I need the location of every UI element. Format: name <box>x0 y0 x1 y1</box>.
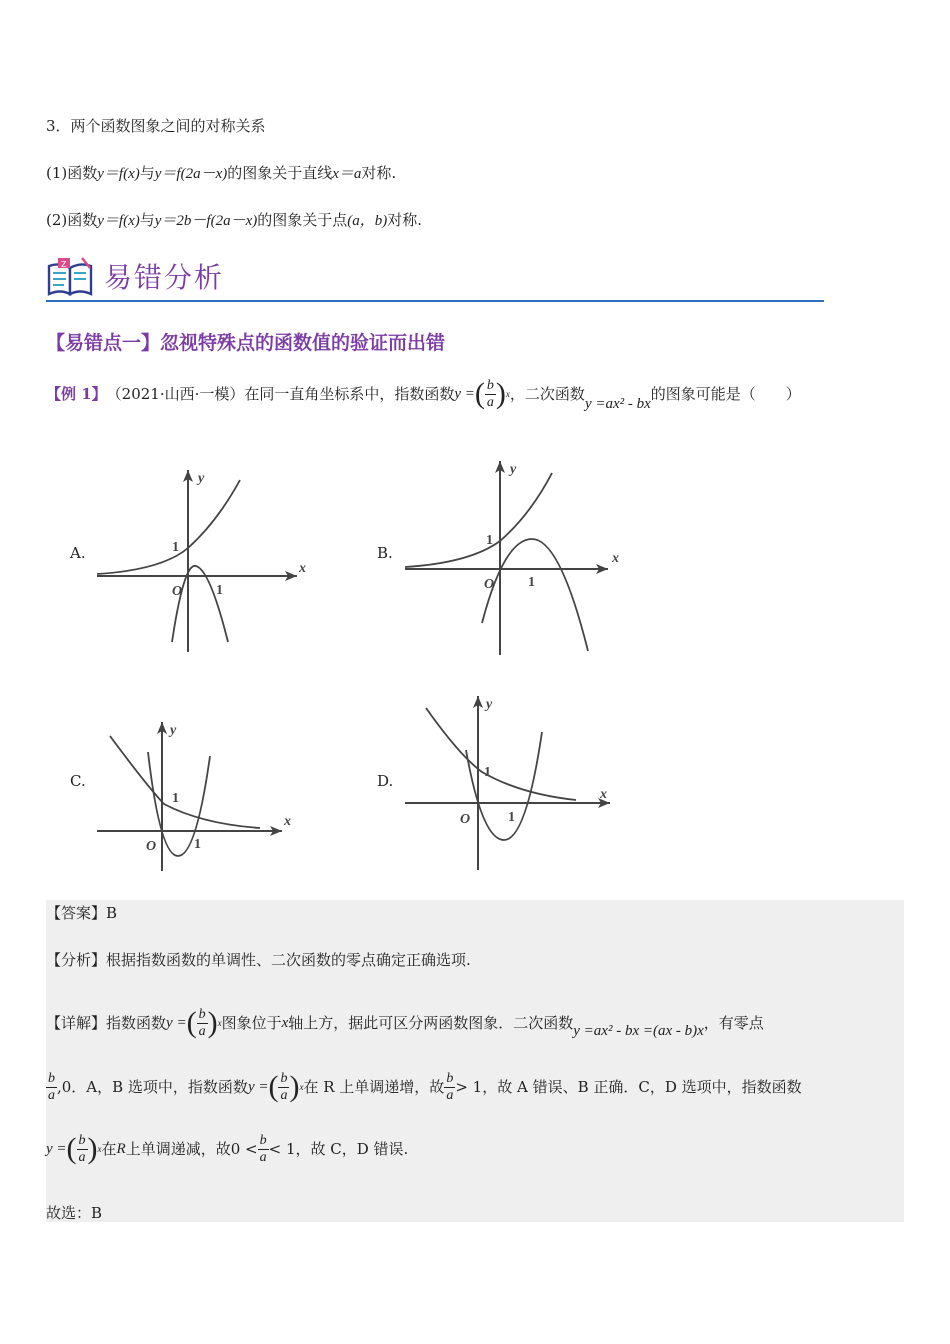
fraction <box>46 1071 57 1104</box>
svg-text:Z: Z <box>61 260 67 269</box>
symmetry-line-2 <box>46 210 422 231</box>
option-c-graph[interactable] <box>92 716 304 876</box>
text: 的图象关于点 <box>257 211 348 229</box>
example-source: （2021·山西·一模）在同一直角坐标系中，指数函数 <box>106 385 455 403</box>
numerator: b <box>486 377 494 393</box>
axis-y-label: y <box>198 471 205 486</box>
exponent: x <box>97 1144 102 1154</box>
quadratic: y =ax² - bx <box>584 396 651 412</box>
y-tick-one: 1 <box>486 533 493 548</box>
axis-x-label: x <box>612 551 619 566</box>
denominator: a <box>259 1149 267 1165</box>
x-tick-one: 1 <box>194 837 201 852</box>
equation: y＝f(2a－x) <box>154 166 228 182</box>
left-paren: ( <box>474 377 485 410</box>
example-question <box>46 372 801 416</box>
numerator: b <box>280 1070 288 1086</box>
option-label-a[interactable]: A. <box>70 544 86 562</box>
symmetry-line-1 <box>46 163 396 184</box>
numerator: b <box>198 1006 206 1022</box>
text: < 1 <box>268 1140 296 1158</box>
option-d-graph[interactable] <box>400 690 620 875</box>
y-equals: y = <box>46 1141 67 1157</box>
fraction <box>258 1133 269 1166</box>
exponential-curve <box>405 473 552 567</box>
text: 与 <box>139 211 155 229</box>
y-equals: y = <box>247 1079 269 1095</box>
key-point-title: 【易错点一】忽视特殊点的函数值的验证而出错 <box>46 332 446 354</box>
parabola-curve <box>482 539 588 651</box>
left-paren: ( <box>186 1006 197 1039</box>
fraction <box>77 1133 88 1166</box>
left-paren: ( <box>66 1132 77 1165</box>
axis-y-label: y <box>170 723 177 738</box>
parabola-curve <box>172 566 228 642</box>
x-tick-one: 1 <box>528 575 535 590</box>
left-paren: ( <box>268 1070 279 1103</box>
axis-x-label: x <box>600 787 607 802</box>
fraction <box>485 378 496 411</box>
fraction <box>444 1071 455 1104</box>
fraction <box>278 1071 289 1104</box>
detail-line-2 <box>46 1062 802 1112</box>
text: 轴上方，据此可区分两函数图象．二次函数 <box>288 1014 574 1032</box>
right-paren: ) <box>87 1132 98 1165</box>
text: 与 <box>139 164 155 182</box>
example-tag: 【例 1】 <box>46 385 107 403</box>
origin-label: O <box>172 584 183 599</box>
equation: y＝f(x) <box>97 213 140 229</box>
y-tick-one: 1 <box>172 540 179 555</box>
section-divider <box>46 300 824 302</box>
origin-label: O <box>460 812 471 827</box>
numerator: b <box>259 1132 267 1148</box>
text: 对称. <box>361 164 397 182</box>
equation: x＝a <box>332 166 362 182</box>
exponential-curve <box>110 736 260 828</box>
numerator: b <box>78 1132 86 1148</box>
exponent: x <box>505 389 510 399</box>
denominator: a <box>198 1023 206 1039</box>
option-label-d[interactable]: D. <box>377 772 394 790</box>
origin-label: O <box>146 839 157 854</box>
option-label-b[interactable]: B. <box>377 544 393 562</box>
point: (a，b) <box>347 213 388 229</box>
detail-line-1 <box>46 998 764 1048</box>
origin-label: O <box>484 577 495 592</box>
denominator: a <box>446 1087 454 1103</box>
option-a-graph[interactable] <box>92 462 317 657</box>
text: ，故 C，D 错误. <box>295 1140 409 1158</box>
equation: y＝2b－f(2a－x) <box>154 213 258 229</box>
variable: R <box>116 1141 126 1157</box>
text: > 1 <box>455 1078 483 1096</box>
exponent: x <box>299 1082 304 1092</box>
detail-tag: 【详解】 <box>46 1014 107 1032</box>
axis-y-label: y <box>510 462 517 477</box>
text: (2)函数 <box>46 211 98 229</box>
option-b-graph[interactable] <box>400 455 630 660</box>
text: 的图象关于直线 <box>227 164 333 182</box>
numerator: b <box>48 1070 55 1086</box>
variable: x <box>281 1015 289 1031</box>
section-heading: 3．两个函数图象之间的对称关系 <box>46 117 266 135</box>
text: 指数函数 <box>106 1014 167 1032</box>
text: ，有零点 <box>703 1014 764 1032</box>
axis-x-label: x <box>299 561 306 576</box>
right-paren: ) <box>495 377 506 410</box>
quadratic: y =ax² - bx =(ax - b)x <box>573 1023 704 1039</box>
text: 0 < <box>230 1140 258 1158</box>
text: 在 R 上单调递增，故 <box>303 1078 445 1096</box>
exponential-curve <box>97 480 240 574</box>
open-book-icon <box>46 256 96 300</box>
text: 对称. <box>387 211 423 229</box>
text: (1)函数 <box>46 164 98 182</box>
text: ，二次函数 <box>509 385 585 403</box>
numerator: b <box>446 1070 454 1086</box>
exponential-curve <box>426 708 576 800</box>
right-paren: ) <box>207 1006 218 1039</box>
x-tick-one: 1 <box>508 810 515 825</box>
text: 在 <box>101 1140 117 1158</box>
x-tick-one: 1 <box>216 583 223 598</box>
denominator: a <box>78 1149 86 1165</box>
right-paren: ) <box>289 1070 300 1103</box>
exponent: x <box>217 1018 222 1028</box>
axis-y-label: y <box>486 697 493 712</box>
text: ,0．A，B 选项中，指数函数 <box>57 1078 248 1096</box>
y-equals: y = <box>454 386 475 402</box>
detail-line-3 <box>46 1124 408 1174</box>
y-tick-one: 1 <box>172 791 179 806</box>
y-tick-one: 1 <box>484 765 491 780</box>
fraction <box>197 1007 208 1040</box>
denominator: a <box>280 1087 288 1103</box>
axis-x-label: x <box>284 814 291 829</box>
answer-line: 【答案】B <box>46 904 118 922</box>
analysis-line: 【分析】根据指数函数的单调性、二次函数的零点确定正确选项. <box>46 951 471 969</box>
text: ，故 A 错误、B 正确．C，D 选项中，指数函数 <box>482 1078 802 1096</box>
text: 上单调递减，故 <box>125 1140 231 1158</box>
final-answer: 故选：B <box>46 1204 103 1222</box>
text: 图象位于 <box>221 1014 282 1032</box>
denominator: a <box>486 394 494 410</box>
section-title: 易错分析 <box>104 261 225 294</box>
equation: y＝f(x) <box>97 166 140 182</box>
y-equals: y = <box>166 1015 187 1031</box>
text: 的图象可能是（ ） <box>650 385 801 403</box>
option-label-c[interactable]: C. <box>70 772 86 790</box>
denominator: a <box>48 1087 55 1103</box>
